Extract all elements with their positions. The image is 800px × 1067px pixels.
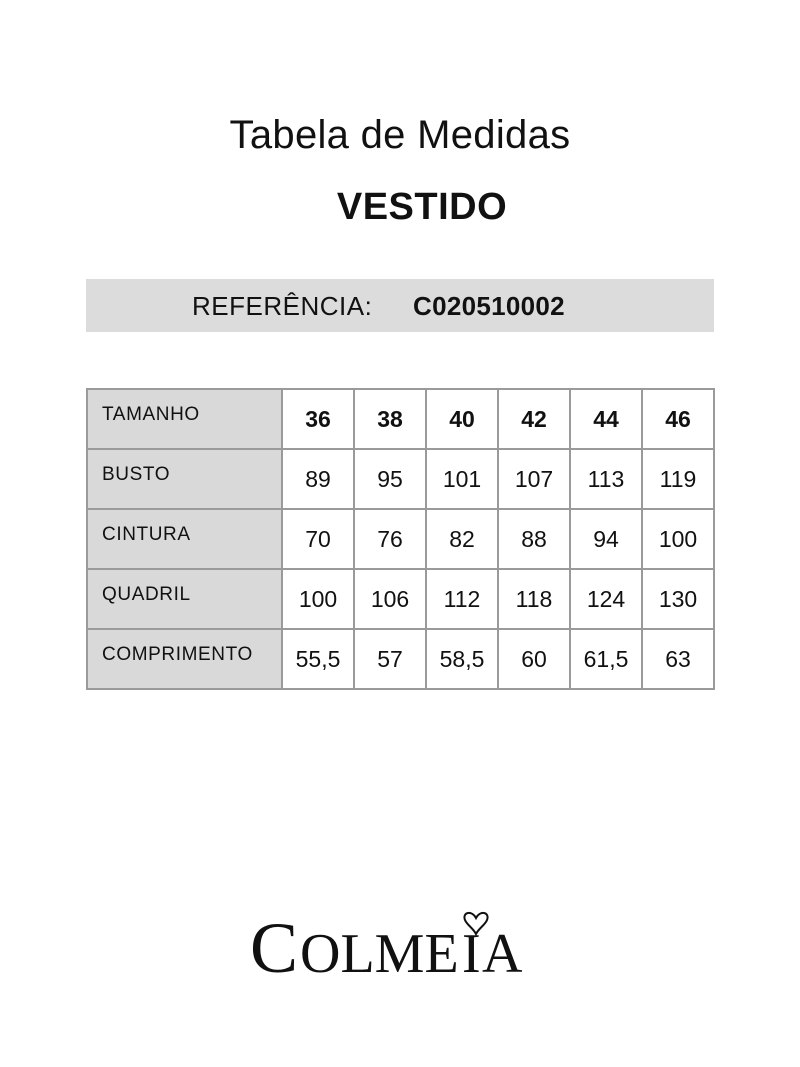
logo-letter-a: A <box>482 923 523 980</box>
value-cell: 112 <box>426 569 498 629</box>
value-cell: 101 <box>426 449 498 509</box>
size-cell: 38 <box>354 389 426 449</box>
value-cell: 130 <box>642 569 714 629</box>
value-cell: 55,5 <box>282 629 354 689</box>
table-row <box>87 509 714 569</box>
value-cell: 106 <box>354 569 426 629</box>
value-cell: 82 <box>426 509 498 569</box>
table-row <box>87 569 714 629</box>
size-cell: 44 <box>570 389 642 449</box>
value-cell: 57 <box>354 629 426 689</box>
value-cell: 63 <box>642 629 714 689</box>
row-label: CINTURA <box>87 509 282 569</box>
reference-value: C020510002 <box>413 291 565 321</box>
value-cell: 70 <box>282 509 354 569</box>
row-label: QUADRIL <box>87 569 282 629</box>
page-title: Tabela de Medidas <box>229 113 571 157</box>
size-cell: 46 <box>642 389 714 449</box>
logo-letter-c: C <box>250 908 299 980</box>
size-cell: 42 <box>498 389 570 449</box>
logo-letters-olme: OLME <box>300 923 459 980</box>
size-cell: 36 <box>282 389 354 449</box>
value-cell: 95 <box>354 449 426 509</box>
row-label: BUSTO <box>87 449 282 509</box>
value-cell: 100 <box>642 509 714 569</box>
value-cell: 100 <box>282 569 354 629</box>
row-label: COMPRIMENTO <box>87 629 282 689</box>
brand-logo <box>0 900 800 985</box>
logo-letter-i: I <box>462 923 481 980</box>
reference-label: REFERÊNCIA: <box>192 291 373 321</box>
value-cell: 89 <box>282 449 354 509</box>
value-cell: 124 <box>570 569 642 629</box>
value-cell: 61,5 <box>570 629 642 689</box>
value-cell: 76 <box>354 509 426 569</box>
value-cell: 113 <box>570 449 642 509</box>
value-cell: 58,5 <box>426 629 498 689</box>
value-cell: 60 <box>498 629 570 689</box>
value-cell: 88 <box>498 509 570 569</box>
value-cell: 119 <box>642 449 714 509</box>
table-row <box>87 629 714 689</box>
size-table <box>86 388 715 690</box>
value-cell: 94 <box>570 509 642 569</box>
table-row <box>87 449 714 509</box>
size-cell: 40 <box>426 389 498 449</box>
garment-type: VESTIDO <box>336 186 508 228</box>
value-cell: 118 <box>498 569 570 629</box>
brand-logo-mark <box>250 900 550 980</box>
reference-bar <box>86 279 714 332</box>
table-header-row <box>87 389 714 449</box>
value-cell: 107 <box>498 449 570 509</box>
header-label: TAMANHO <box>87 389 282 449</box>
